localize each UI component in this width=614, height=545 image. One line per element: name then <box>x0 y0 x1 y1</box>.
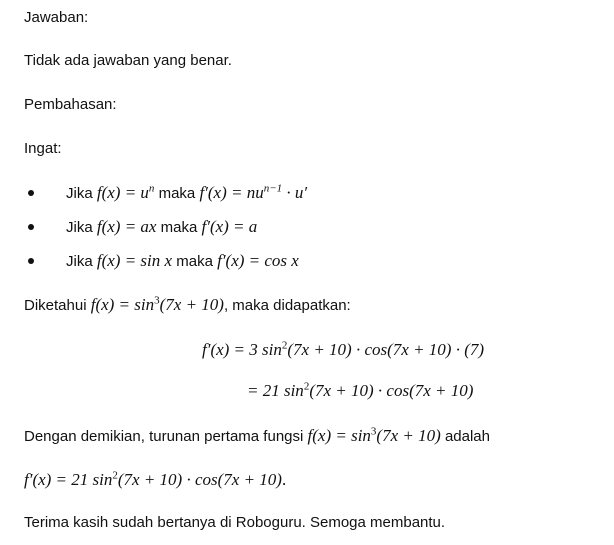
given-function: $f(x) = \sin^3(7x + 10)$ <box>90 294 224 314</box>
rule-premise: $f(x) = u^n$ <box>96 182 155 202</box>
conclusion-statement: Dengan demikian, turunan pertama fungsi $f(x) = \sin^3(7x + 10)$ adalah <box>24 425 490 445</box>
answer-label: Jawaban: <box>24 9 89 26</box>
rule-item: Jika $f(x) = u^n$ maka $f'(x) = nu^{n-1} \cdot u'$ <box>66 182 308 202</box>
rule-result: $f'(x) = nu^{n-1} \cdot u'$ <box>199 182 308 202</box>
rule-item: Jika f(x) = sin x maka f′(x) = cos x <box>66 251 299 270</box>
rule-premise: f(x) = sin x <box>96 251 173 270</box>
given-statement: Diketahui $f(x) = \sin^3(7x + 10)$, maka didapatkan: <box>24 294 351 314</box>
rule-premise: f(x) = ax <box>96 217 157 236</box>
answer-text: Tidak ada jawaban yang benar. <box>24 52 232 69</box>
rule-result: f′(x) = cos x <box>217 251 299 270</box>
conclusion-function: $f(x) = \sin^3(7x + 10)$ <box>307 425 441 445</box>
derivation-line-1: f′(x) = 3 $\sin^2(7x + 10) \cdot \cos(7x + 10) \cdot (7)$ <box>202 339 485 359</box>
conclusion-result: f′(x) = 21 $\sin^2(7x + 10) \cdot \cos(7x + 10)$. <box>24 469 287 489</box>
remember-label: Ingat: <box>24 140 62 157</box>
bullet-icon <box>28 258 34 264</box>
rule-item: Jika f(x) = ax maka f′(x) = a <box>66 217 258 236</box>
bullet-icon <box>28 224 34 230</box>
derivation-line-2: = 21 $\sin^2(7x + 10) \cdot \cos(7x + 10)$ <box>247 380 474 400</box>
bullet-icon <box>28 190 34 196</box>
discussion-label: Pembahasan: <box>24 96 117 113</box>
closing-text: Terima kasih sudah bertanya di Roboguru. Semoga membantu. <box>24 514 446 531</box>
rule-result: f′(x) = a <box>201 217 258 236</box>
